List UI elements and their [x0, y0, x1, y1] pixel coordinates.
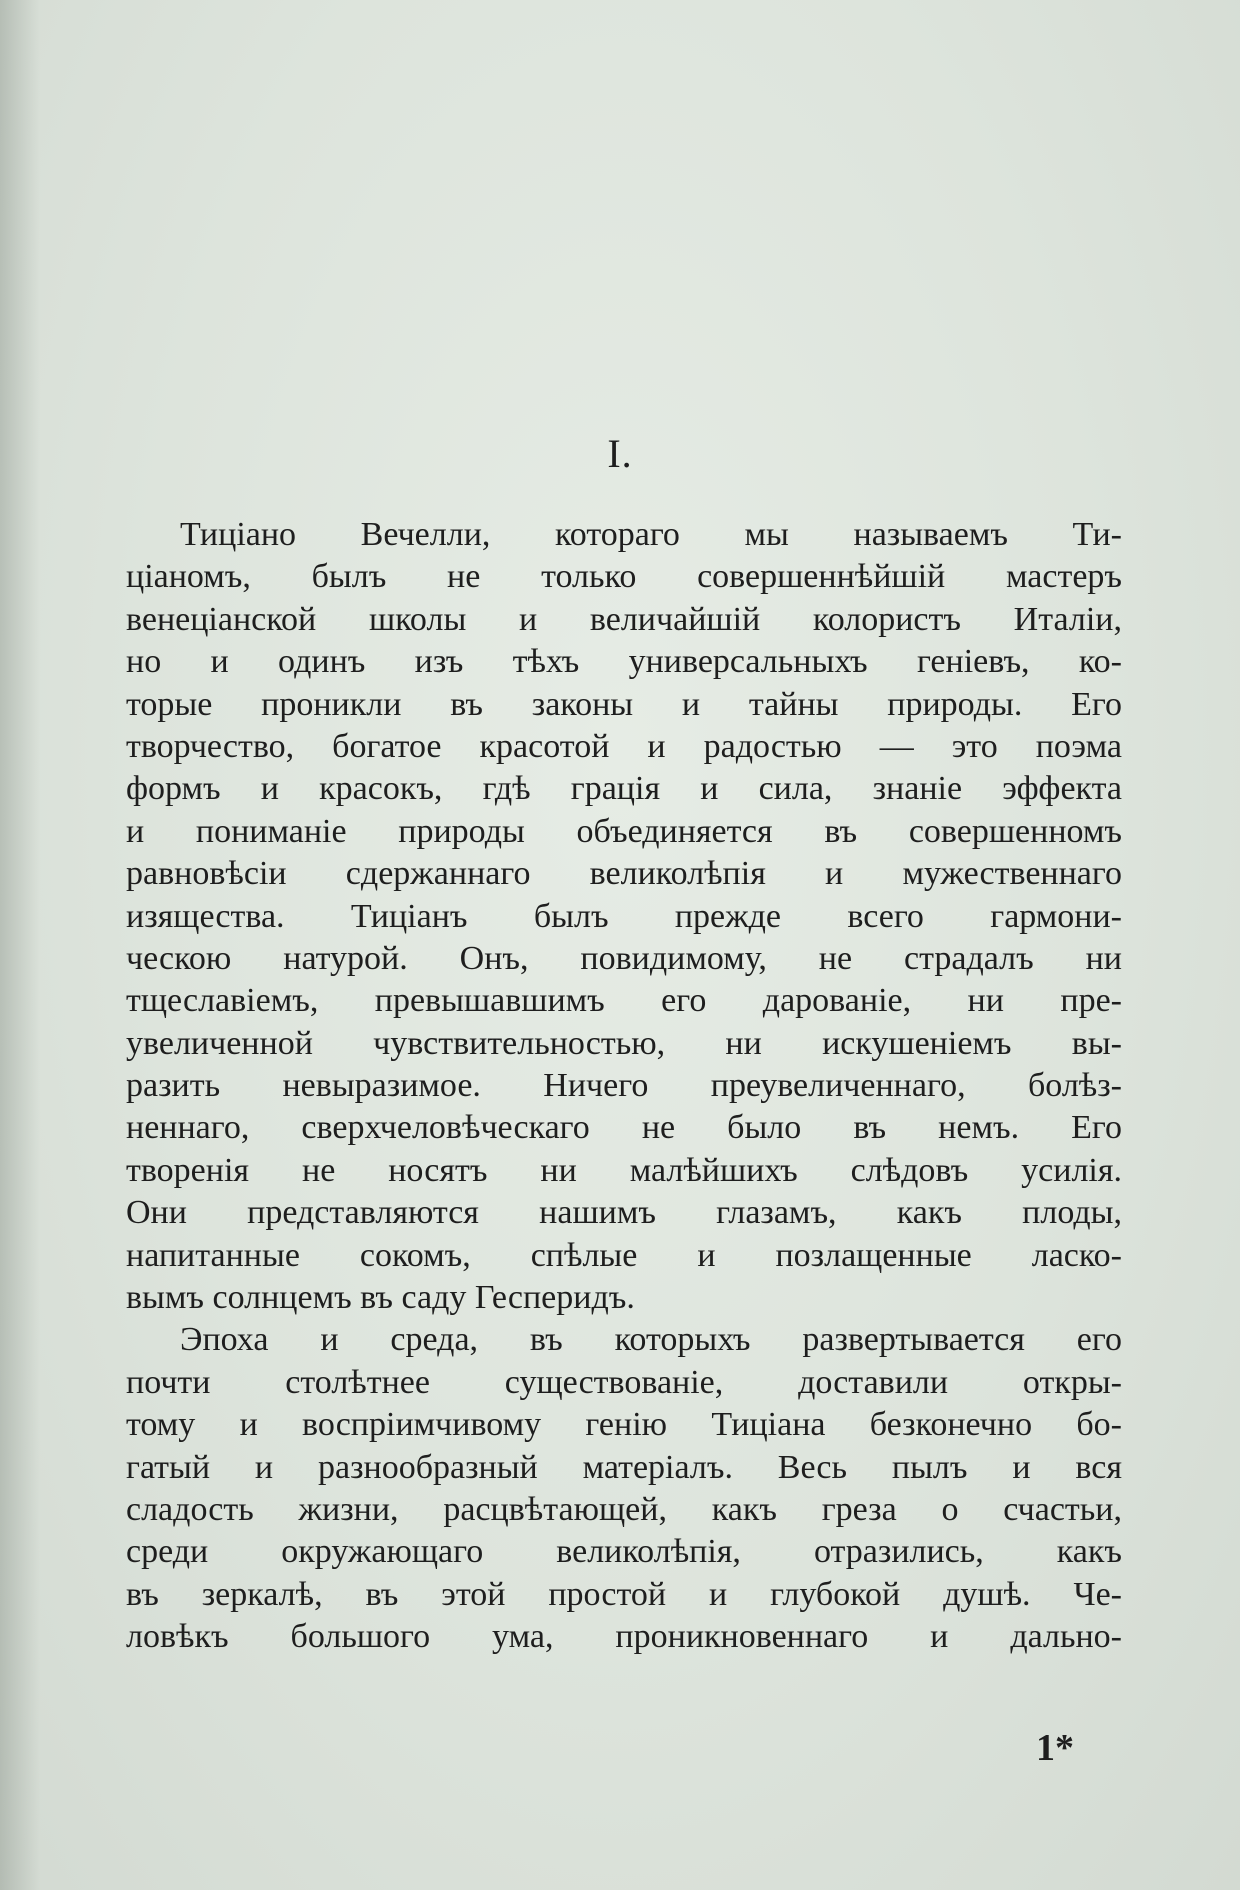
text-line: Тиціано Вечелли, котораго мы называемъ Ти- — [180, 516, 1122, 553]
text-line: тщеславіемъ, превышавшимъ его дарованіе, ни пре- — [126, 982, 1122, 1020]
text-line: ціаномъ, былъ не только совершеннѣйшій мастеръ — [126, 558, 1122, 596]
text-line: равновѣсіи сдержаннаго великолѣпія и мужественнаго — [126, 855, 1122, 893]
page-fold-shadow — [0, 0, 40, 1890]
text-line: венеціанской школы и величайшій колористъ Италіи, — [126, 600, 1122, 638]
text-line: Они представляются нашимъ глазамъ, какъ плоды, — [126, 1194, 1122, 1232]
text-line: въ зеркалѣ, въ этой простой и глубокой душѣ. Че- — [126, 1575, 1122, 1613]
text-line: гатый и разнообразный матеріалъ. Весь пылъ и вся — [126, 1448, 1122, 1486]
text-line: Эпоха и среда, въ которыхъ развертывается его — [180, 1321, 1122, 1359]
text-line: разить невыразимое. Ничего преувеличеннаго, болѣз- — [126, 1067, 1122, 1105]
text-line: формъ и красокъ, гдѣ грація и сила, знаніе эффекта — [126, 770, 1122, 808]
text-line: изящества. Тиціанъ былъ прежде всего гармони- — [126, 897, 1122, 935]
text-line: ловѣкъ большого ума, проникновеннаго и дально- — [126, 1618, 1122, 1656]
chapter-heading: I. — [607, 431, 633, 476]
text-line: неннаго, сверхчеловѣческаго не было въ немъ. Его — [126, 1109, 1122, 1147]
text-line: творчество, богатое красотой и радостью — это поэма — [126, 727, 1122, 765]
text-line: напитанные сокомъ, спѣлые и позлащенные ласко- — [126, 1236, 1122, 1274]
text-line: творенія не носятъ ни малѣйшихъ слѣдовъ усилія. — [126, 1151, 1122, 1189]
text-line: и пониманіе природы объединяется въ совершенномъ — [126, 812, 1122, 850]
text-line: торые проникли въ законы и тайны природы. Его — [126, 685, 1122, 723]
body-text — [126, 514, 1122, 1659]
text-line: увеличенной чувствительностью, ни искушеніемъ вы- — [126, 1024, 1122, 1062]
text-line: ческою натурой. Онъ, повидимому, не страдалъ ни — [126, 939, 1122, 977]
text-line: среди окружающаго великолѣпія, отразились, какъ — [126, 1533, 1122, 1571]
printer-signature-mark: 1* — [1036, 1727, 1074, 1769]
text-line: вымъ солнцемъ въ саду Гесперидъ. — [126, 1279, 635, 1317]
text-line: но и одинъ изъ тѣхъ универсальныхъ геніевъ, ко- — [126, 643, 1122, 681]
text-line: сладость жизни, расцвѣтающей, какъ греза о счастьи, — [126, 1490, 1122, 1528]
text-line: тому и воспріимчивому генію Тиціана безконечно бо- — [126, 1406, 1122, 1444]
text-line: почти столѣтнее существованіе, доставили откры- — [126, 1363, 1122, 1401]
